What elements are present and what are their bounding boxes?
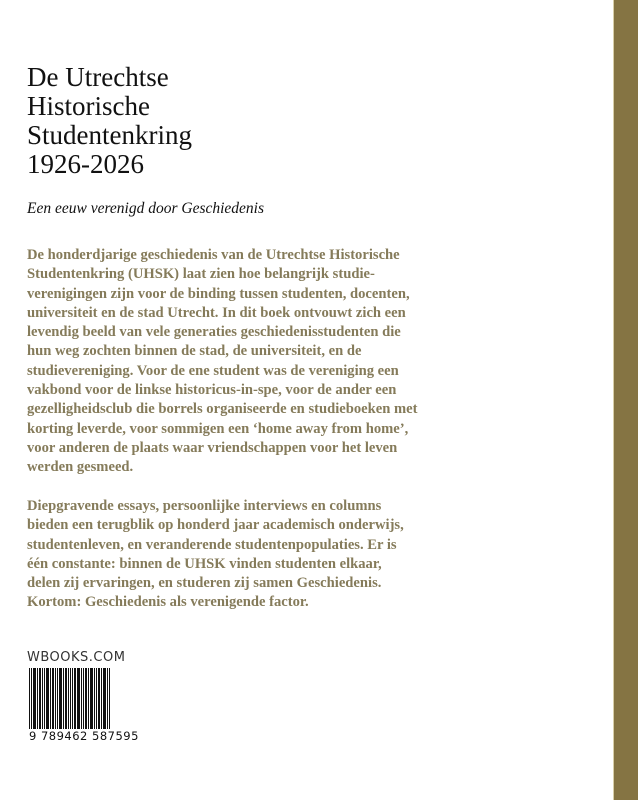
text-line: Diepgravende essays, persoonlijke interviews en columns (27, 498, 382, 514)
blurb-paragraph-1 (27, 246, 457, 478)
title-line: Historische (27, 91, 150, 121)
title-years: 1926-2026 (27, 149, 144, 179)
text-line: studentenleven, en veranderende studentenpopulaties. Er is (27, 536, 397, 553)
text-line: levendig beeld van vele generaties geschiedenisstudenten die (27, 324, 401, 341)
text-line: korting leverde, voor sommigen een ‘home away from home’, (27, 420, 409, 437)
text-line: De honderdjarige geschiedenis van de Utrechtse Historische (27, 247, 400, 263)
blurb-paragraph-2 (27, 497, 457, 613)
text-line: delen zij ervaringen, en studeren zij samen Geschiedenis. (27, 575, 382, 592)
text-line: één constante: binnen de UHSK vinden studenten elkaar, (27, 555, 382, 572)
text-line: Studentenkring (UHSK) laat zien hoe belangrijk studie- (27, 266, 375, 283)
text-line: hun weg zochten binnen de stad, de universiteit, en de (27, 343, 362, 360)
title-line: De Utrechtse (27, 62, 169, 92)
isbn-barcode (29, 668, 121, 730)
title-line: Studentenkring (27, 120, 192, 150)
text-line: universiteit en de stad Utrecht. In dit boek ontvouwt zich een (27, 304, 406, 321)
text-line: verenigingen zijn voor de binding tussen studenten, docenten, (27, 285, 410, 302)
text-line: vakbond voor de linkse historicus-in-spe, voor de ander een (27, 382, 397, 399)
text-line: Kortom: Geschiedenis als verenigende factor. (27, 594, 309, 611)
book-title (27, 63, 192, 179)
text-line: gezelligheidsclub die borrels organiseerde en studieboeken met (27, 401, 418, 418)
text-line: bieden een terugblik op honderd jaar academisch onderwijs, (27, 517, 404, 534)
book-subtitle: Een eeuw verenigd door Geschiedenis (27, 200, 265, 217)
text-line: studievereniging. Voor de ene student was de vereniging een (27, 362, 399, 379)
isbn-number: 9 789462 587595 (29, 729, 139, 743)
text-line: werden gesmeed. (27, 459, 134, 476)
text-line: voor anderen de plaats waar vriendschappen voor het leven (27, 439, 398, 456)
publisher-website: WBOOKS.COM (27, 650, 126, 665)
spine-band (613, 0, 638, 800)
